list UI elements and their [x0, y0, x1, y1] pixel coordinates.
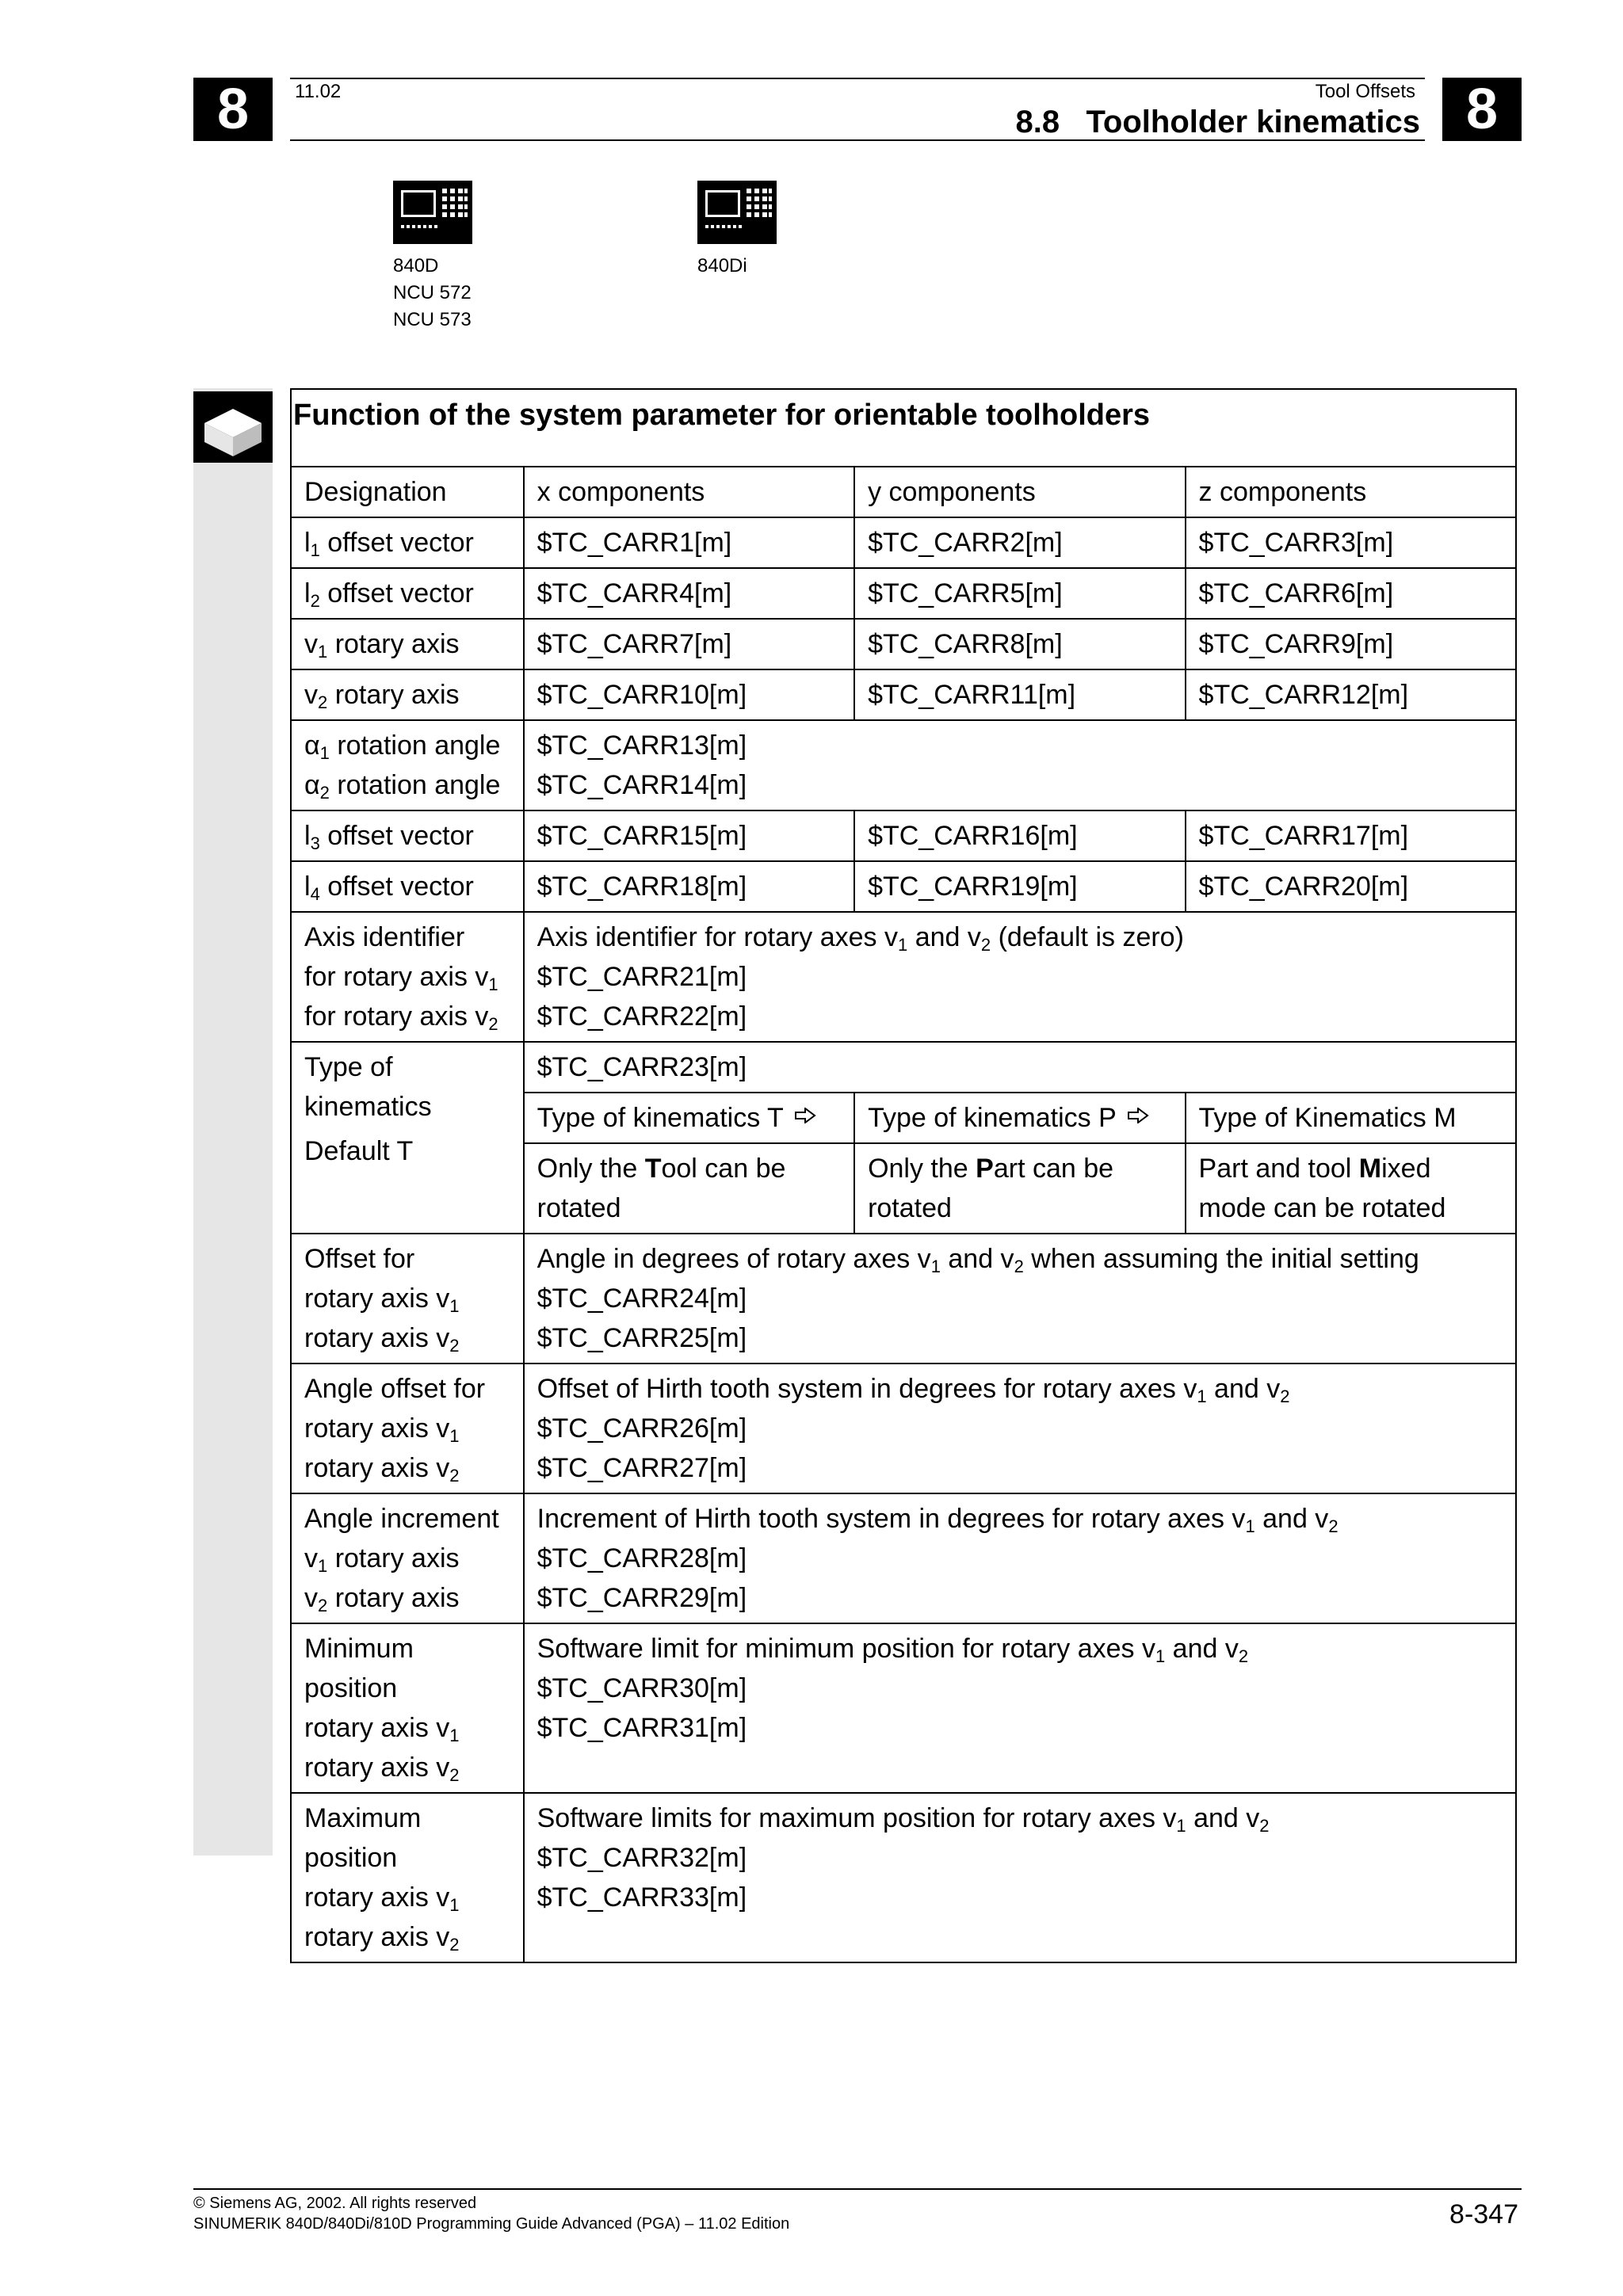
table-row	[291, 810, 1516, 861]
footer-document: SINUMERIK 840D/840Di/810D Programming Guide Advanced (PGA) – 11.02 Edition	[193, 2215, 790, 2233]
page-number: 8-347	[1449, 2199, 1518, 2229]
section-title: Toolholder kinematics	[1086, 105, 1420, 139]
value-cell: Software limit for minimum position for rotary axes $v_1$ and $v_2$ $TC_CARR30[m] $TC_CARR31[m]	[524, 1623, 1516, 1793]
margin-sidebar	[193, 388, 273, 1855]
system-parameter-table	[290, 388, 1517, 1963]
y-cell: $TC_CARR8[m]	[854, 619, 1185, 669]
footer-copyright: © Siemens AG, 2002. All rights reserved	[193, 2195, 477, 2212]
header-section-title	[1015, 105, 1420, 140]
y-cell: $TC_CARR16[m]	[854, 810, 1185, 861]
arrow-right-icon	[1127, 1108, 1149, 1123]
table-row	[291, 669, 1516, 720]
table-row	[291, 619, 1516, 669]
header-section-label: Tool Offsets	[1315, 81, 1415, 102]
x-cell: $TC_CARR18[m]	[524, 861, 854, 912]
designation-cell: Offset for rotary axis $v_1$ rotary axis $v_2$	[291, 1234, 524, 1363]
header-top-rule	[290, 78, 1425, 79]
table-row	[291, 1493, 1516, 1623]
designation-cell: $v_2$ rotary axis	[291, 669, 524, 720]
designation-cell: $l_2$ offset vector	[291, 568, 524, 619]
table-row	[291, 1623, 1516, 1793]
designation-cell: $l_3$ offset vector	[291, 810, 524, 861]
control-840di	[697, 181, 777, 280]
kinematics-type-t: Type of kinematics T	[524, 1093, 854, 1143]
y-cell: $TC_CARR5[m]	[854, 568, 1185, 619]
value-cell: Increment of Hirth tooth system in degrees for rotary axes $v_1$ and $v_2$ $TC_CARR28[m] $TC_CARR29[m]	[524, 1493, 1516, 1623]
footer-rule	[193, 2188, 1522, 2190]
col-header-designation: Designation	[291, 467, 524, 517]
table-row	[291, 720, 1516, 810]
kinematics-type-m: Type of Kinematics M	[1186, 1093, 1516, 1143]
table-row	[291, 568, 1516, 619]
z-cell: $TC_CARR9[m]	[1186, 619, 1516, 669]
y-cell: $TC_CARR11[m]	[854, 669, 1185, 720]
x-cell: $TC_CARR7[m]	[524, 619, 854, 669]
x-cell: $TC_CARR10[m]	[524, 669, 854, 720]
designation-cell: $l_4$ offset vector	[291, 861, 524, 912]
col-header-y: y components	[854, 467, 1185, 517]
kinematics-desc-t: Only the Tool can be rotated	[524, 1143, 854, 1234]
cube-icon	[193, 391, 273, 463]
table-title: Function of the system parameter for orientable toolholders	[291, 389, 1516, 467]
z-cell: $TC_CARR17[m]	[1186, 810, 1516, 861]
value-cell: Angle in degrees of rotary axes $v_1$ and $v_2$ when assuming the initial setting $TC_CARR24[m] $TC_CARR25[m]	[524, 1234, 1516, 1363]
control-panel-icon	[393, 181, 472, 244]
table-row	[291, 1234, 1516, 1363]
table-title-row	[291, 389, 1516, 467]
value-cell: $TC_CARR23[m]	[524, 1042, 1516, 1093]
control-840d	[393, 181, 472, 334]
kinematics-desc-m: Part and tool Mixed mode can be rotated	[1186, 1143, 1516, 1234]
table-header-row	[291, 467, 1516, 517]
value-cell: Software limits for maximum position for rotary axes $v_1$ and $v_2$ $TC_CARR32[m] $TC_CARR33[m]	[524, 1793, 1516, 1962]
x-cell: $TC_CARR4[m]	[524, 568, 854, 619]
col-header-x: x components	[524, 467, 854, 517]
z-cell: $TC_CARR12[m]	[1186, 669, 1516, 720]
z-cell: $TC_CARR3[m]	[1186, 517, 1516, 568]
kinematics-desc-p: Only the Part can be rotated	[854, 1143, 1185, 1234]
control-840di-line1: 840Di	[697, 255, 747, 277]
chapter-marker-left: 8	[193, 78, 273, 141]
table-row	[291, 912, 1516, 1042]
designation-cell: Angle offset for rotary axis $v_1$ rotary axis $v_2$	[291, 1363, 524, 1493]
designation-cell: $\alpha_1$ rotation angle $\alpha_2$ rotation angle	[291, 720, 524, 810]
table-row	[291, 1793, 1516, 1962]
designation-cell: $l_1$ offset vector	[291, 517, 524, 568]
table-row	[291, 1363, 1516, 1493]
control-840d-line3: NCU 573	[393, 309, 472, 330]
value-cell: $TC_CARR13[m] $TC_CARR14[m]	[524, 720, 1516, 810]
control-840d-line1: 840D	[393, 255, 439, 277]
x-cell: $TC_CARR1[m]	[524, 517, 854, 568]
value-cell: Offset of Hirth tooth system in degrees for rotary axes $v_1$ and $v_2$ $TC_CARR26[m] $TC_CARR27[m]	[524, 1363, 1516, 1493]
y-cell: $TC_CARR2[m]	[854, 517, 1185, 568]
designation-cell: Angle increment $v_1$ rotary axis $v_2$ rotary axis	[291, 1493, 524, 1623]
col-header-z: z components	[1186, 467, 1516, 517]
chapter-marker-right: 8	[1442, 78, 1522, 141]
table-row	[291, 517, 1516, 568]
table-row	[291, 861, 1516, 912]
z-cell: $TC_CARR20[m]	[1186, 861, 1516, 912]
header-date: 11.02	[295, 81, 342, 102]
z-cell: $TC_CARR6[m]	[1186, 568, 1516, 619]
section-number: 8.8	[1015, 105, 1060, 139]
designation-cell: $v_1$ rotary axis	[291, 619, 524, 669]
table-row	[291, 1042, 1516, 1093]
designation-cell: Minimum position rotary axis $v_1$ rotary axis $v_2$	[291, 1623, 524, 1793]
designation-cell: Type of kinematics Default T	[291, 1042, 524, 1234]
control-panel-icon	[697, 181, 777, 244]
kinematics-type-p: Type of kinematics P	[854, 1093, 1185, 1143]
arrow-right-icon	[794, 1108, 816, 1123]
y-cell: $TC_CARR19[m]	[854, 861, 1185, 912]
designation-cell: Axis identifier for rotary axis $v_1$ for rotary axis $v_2$	[291, 912, 524, 1042]
value-cell: Axis identifier for rotary axes $v_1$ and $v_2$ (default is zero) $TC_CARR21[m] $TC_CARR22[m]	[524, 912, 1516, 1042]
designation-cell: Maximum position rotary axis $v_1$ rotary axis $v_2$	[291, 1793, 524, 1962]
x-cell: $TC_CARR15[m]	[524, 810, 854, 861]
control-840d-line2: NCU 572	[393, 282, 472, 303]
